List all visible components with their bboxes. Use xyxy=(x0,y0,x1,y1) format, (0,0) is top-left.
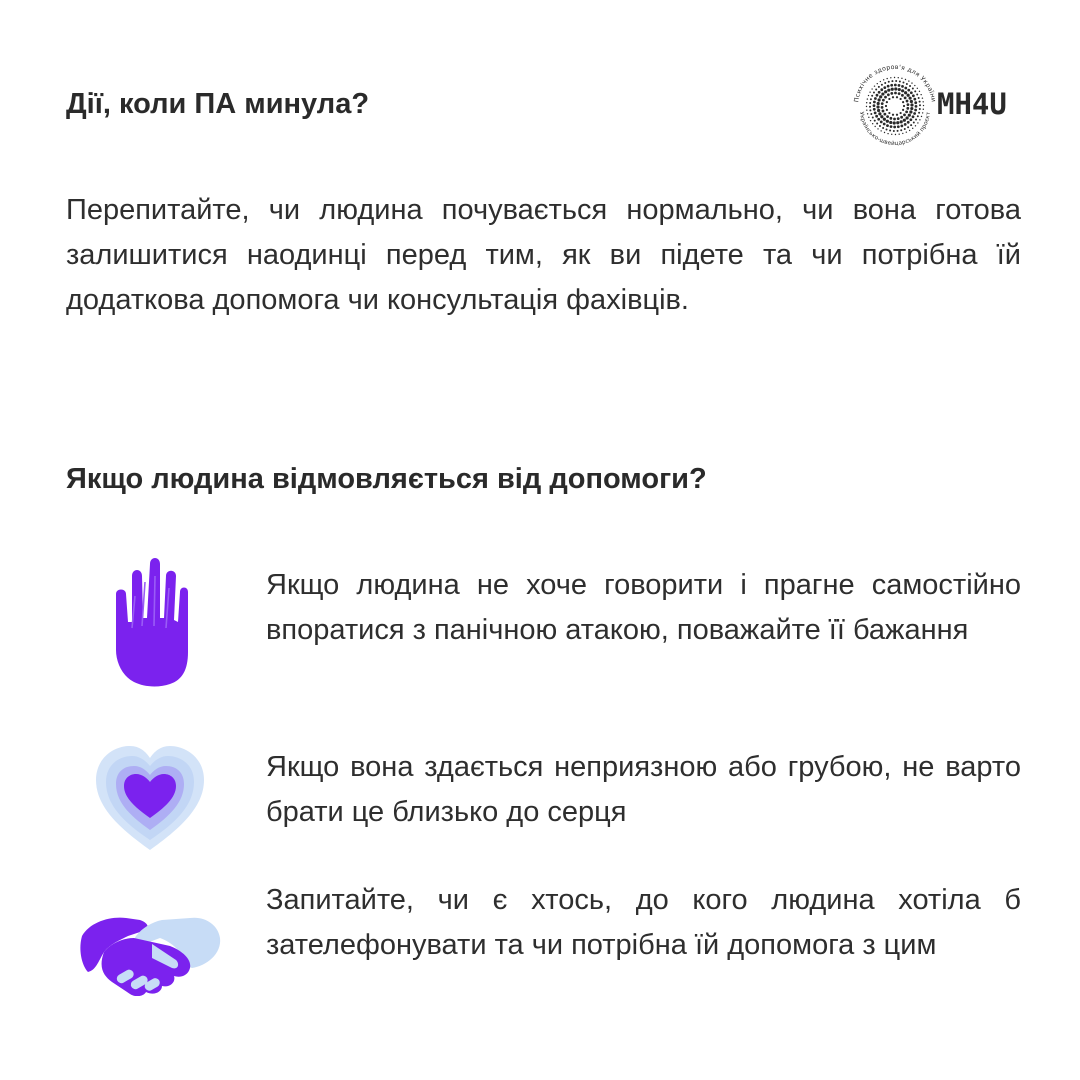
advice-text-respect-wishes: Якщо людина не хоче говорити і прагне самостійно впоратися з панічною атакою, поважайте її бажання xyxy=(266,569,1021,646)
page-title: Дії, коли ПА минула? xyxy=(66,88,370,120)
logo-wordmark: MH4U xyxy=(937,87,1007,121)
handshake-icon xyxy=(80,910,222,1001)
mh4u-logo xyxy=(850,60,1025,152)
svg-text:Психічне здоров'я для України: Психічне здоров'я для України xyxy=(853,63,937,103)
section-title: Якщо людина відмовляється від допомоги? xyxy=(66,463,707,495)
heart-icon xyxy=(92,744,208,859)
logo-emblem-icon xyxy=(850,60,940,152)
raised-hand-icon xyxy=(108,556,190,695)
advice-text-dont-take-personally: Якщо вона здається неприязною або грубою, не варто брати це близько до серця xyxy=(266,751,1021,828)
advice-text-offer-call: Запитайте, чи є хтось, до кого людина хотіла б зателефонувати та чи потрібна їй допомога з цим xyxy=(266,884,1021,961)
svg-text:Українсько-швейцарський проєкт: Українсько-швейцарський проєкт xyxy=(858,111,932,148)
intro-paragraph: Перепитайте, чи людина почувається нормально, чи вона готова залишитися наодинці перед тим, як ви підете та чи потрібна їй додаткова допомога чи консультація фахівців. xyxy=(66,194,1021,316)
